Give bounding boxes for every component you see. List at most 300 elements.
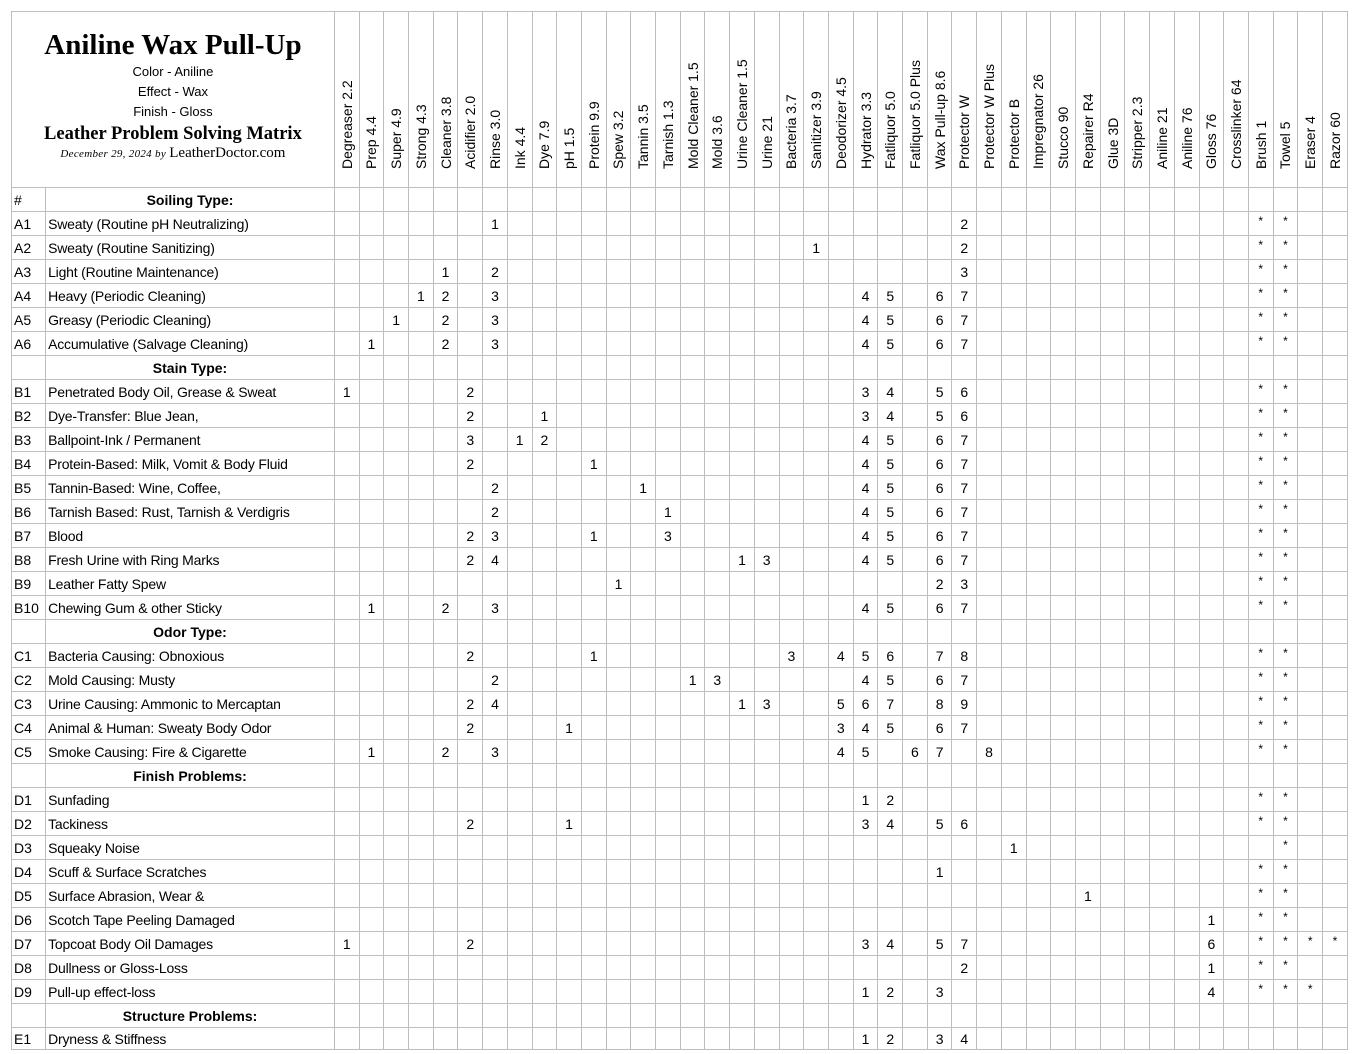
matrix-cell bbox=[656, 308, 681, 332]
matrix-cell bbox=[1298, 476, 1323, 500]
matrix-cell bbox=[1273, 620, 1298, 644]
matrix-cell bbox=[754, 932, 779, 956]
matrix-cell: 7 bbox=[952, 428, 977, 452]
matrix-cell: * bbox=[1273, 884, 1298, 908]
matrix-cell bbox=[1224, 380, 1249, 404]
matrix-cell bbox=[779, 956, 804, 980]
matrix-cell bbox=[334, 404, 359, 428]
matrix-cell bbox=[927, 236, 952, 260]
matrix-cell: * bbox=[1273, 428, 1298, 452]
matrix-cell: 7 bbox=[878, 692, 903, 716]
matrix-cell bbox=[656, 356, 681, 380]
problem-row bbox=[12, 572, 1348, 596]
matrix-cell bbox=[1125, 476, 1150, 500]
matrix-cell: * bbox=[1273, 860, 1298, 884]
matrix-cell: 3 bbox=[656, 524, 681, 548]
matrix-cell bbox=[507, 908, 532, 932]
matrix-cell bbox=[1100, 260, 1125, 284]
matrix-cell bbox=[1174, 332, 1199, 356]
matrix-cell bbox=[1026, 404, 1051, 428]
matrix-cell bbox=[384, 908, 409, 932]
matrix-cell bbox=[656, 788, 681, 812]
matrix-cell bbox=[409, 932, 434, 956]
matrix-cell: 6 bbox=[903, 740, 928, 764]
matrix-cell bbox=[927, 956, 952, 980]
matrix-cell bbox=[804, 356, 829, 380]
matrix-cell bbox=[433, 836, 458, 860]
matrix-cell bbox=[384, 980, 409, 1004]
matrix-cell bbox=[581, 500, 606, 524]
matrix-cell bbox=[1199, 788, 1224, 812]
matrix-cell bbox=[952, 356, 977, 380]
matrix-cell bbox=[409, 452, 434, 476]
matrix-cell bbox=[656, 572, 681, 596]
matrix-cell bbox=[977, 836, 1002, 860]
matrix-cell bbox=[1150, 428, 1175, 452]
matrix-cell bbox=[1100, 1004, 1125, 1028]
matrix-cell bbox=[1298, 596, 1323, 620]
problem-label: Scotch Tape Peeling Damaged bbox=[46, 908, 335, 932]
matrix-cell: 3 bbox=[483, 332, 508, 356]
matrix-cell bbox=[507, 476, 532, 500]
problem-id: D8 bbox=[12, 956, 46, 980]
matrix-cell bbox=[1001, 524, 1026, 548]
matrix-cell bbox=[606, 668, 631, 692]
matrix-cell bbox=[1174, 668, 1199, 692]
matrix-cell bbox=[1001, 428, 1026, 452]
matrix-cell bbox=[557, 860, 582, 884]
matrix-cell bbox=[334, 980, 359, 1004]
matrix-cell bbox=[1001, 308, 1026, 332]
matrix-cell bbox=[1125, 860, 1150, 884]
problem-id: D3 bbox=[12, 836, 46, 860]
matrix-cell: 1 bbox=[433, 260, 458, 284]
matrix-cell bbox=[1199, 620, 1224, 644]
matrix-cell: * bbox=[1248, 812, 1273, 836]
matrix-cell bbox=[903, 596, 928, 620]
matrix-cell bbox=[409, 188, 434, 212]
matrix-cell bbox=[1075, 284, 1100, 308]
matrix-cell bbox=[1199, 692, 1224, 716]
matrix-cell bbox=[680, 932, 705, 956]
matrix-cell: * bbox=[1273, 284, 1298, 308]
matrix-cell bbox=[1026, 860, 1051, 884]
matrix-cell bbox=[1248, 1004, 1273, 1028]
matrix-cell bbox=[804, 956, 829, 980]
matrix-cell bbox=[705, 260, 730, 284]
matrix-cell bbox=[1224, 404, 1249, 428]
date-line bbox=[12, 145, 334, 162]
matrix-cell bbox=[1051, 788, 1076, 812]
matrix-cell bbox=[1001, 980, 1026, 1004]
column-header bbox=[1323, 12, 1348, 188]
matrix-cell bbox=[606, 524, 631, 548]
matrix-cell bbox=[1075, 332, 1100, 356]
matrix-cell bbox=[730, 956, 755, 980]
matrix-cell bbox=[631, 1004, 656, 1028]
matrix-cell bbox=[359, 836, 384, 860]
matrix-cell bbox=[507, 764, 532, 788]
matrix-cell bbox=[1125, 284, 1150, 308]
matrix-cell: 3 bbox=[483, 740, 508, 764]
matrix-cell bbox=[1100, 908, 1125, 932]
matrix-cell bbox=[730, 500, 755, 524]
matrix-cell bbox=[532, 884, 557, 908]
matrix-cell bbox=[1125, 740, 1150, 764]
matrix-cell bbox=[1199, 740, 1224, 764]
matrix-cell bbox=[1150, 308, 1175, 332]
column-header-label: Stripper 2.3 bbox=[1129, 96, 1146, 169]
matrix-cell: 3 bbox=[853, 812, 878, 836]
matrix-cell: 6 bbox=[878, 644, 903, 668]
matrix-cell bbox=[433, 236, 458, 260]
matrix-cell: 6 bbox=[927, 428, 952, 452]
matrix-sheet bbox=[11, 11, 1348, 1050]
matrix-cell bbox=[705, 500, 730, 524]
matrix-cell bbox=[631, 572, 656, 596]
matrix-cell bbox=[532, 740, 557, 764]
problem-id: A5 bbox=[12, 308, 46, 332]
column-header-label: Protector B bbox=[1005, 98, 1022, 169]
matrix-cell bbox=[680, 956, 705, 980]
matrix-cell bbox=[680, 260, 705, 284]
matrix-cell: 5 bbox=[927, 932, 952, 956]
matrix-cell bbox=[828, 404, 853, 428]
matrix-cell bbox=[1125, 668, 1150, 692]
matrix-cell: * bbox=[1273, 908, 1298, 932]
matrix-cell bbox=[1224, 476, 1249, 500]
problem-id: A2 bbox=[12, 236, 46, 260]
problem-label: Smoke Causing: Fire & Cigarette bbox=[46, 740, 335, 764]
matrix-cell: 3 bbox=[483, 308, 508, 332]
problem-id: B7 bbox=[12, 524, 46, 548]
matrix-cell: * bbox=[1248, 428, 1273, 452]
matrix-cell bbox=[1051, 572, 1076, 596]
matrix-cell bbox=[779, 860, 804, 884]
problem-row bbox=[12, 284, 1348, 308]
matrix-cell bbox=[754, 476, 779, 500]
matrix-cell bbox=[1199, 644, 1224, 668]
matrix-cell bbox=[656, 908, 681, 932]
column-header-label: Urine Cleaner 1.5 bbox=[733, 59, 750, 169]
matrix-cell bbox=[754, 428, 779, 452]
matrix-cell bbox=[903, 788, 928, 812]
matrix-cell bbox=[1125, 332, 1150, 356]
matrix-cell bbox=[804, 404, 829, 428]
matrix-cell: 1 bbox=[853, 980, 878, 1004]
matrix-cell: * bbox=[1273, 980, 1298, 1004]
matrix-cell bbox=[581, 308, 606, 332]
matrix-cell bbox=[680, 500, 705, 524]
problem-id: B3 bbox=[12, 428, 46, 452]
matrix-cell bbox=[903, 236, 928, 260]
matrix-cell bbox=[359, 908, 384, 932]
matrix-cell bbox=[409, 236, 434, 260]
matrix-cell bbox=[1298, 764, 1323, 788]
matrix-cell bbox=[1100, 716, 1125, 740]
matrix-cell bbox=[927, 620, 952, 644]
matrix-cell bbox=[507, 380, 532, 404]
matrix-cell bbox=[1298, 452, 1323, 476]
matrix-cell bbox=[1224, 644, 1249, 668]
matrix-cell bbox=[384, 356, 409, 380]
matrix-cell bbox=[557, 596, 582, 620]
matrix-cell bbox=[507, 644, 532, 668]
matrix-cell bbox=[359, 956, 384, 980]
matrix-cell bbox=[1174, 620, 1199, 644]
matrix-cell bbox=[1026, 524, 1051, 548]
matrix-cell bbox=[433, 1004, 458, 1028]
matrix-cell bbox=[532, 980, 557, 1004]
date-text: December 29, 2024 by bbox=[60, 148, 167, 160]
matrix-cell bbox=[680, 452, 705, 476]
matrix-cell bbox=[458, 476, 483, 500]
matrix-cell bbox=[532, 932, 557, 956]
matrix-cell bbox=[334, 812, 359, 836]
matrix-cell bbox=[804, 284, 829, 308]
matrix-cell bbox=[952, 188, 977, 212]
matrix-cell: 2 bbox=[433, 332, 458, 356]
matrix-cell bbox=[334, 188, 359, 212]
matrix-cell bbox=[409, 908, 434, 932]
matrix-cell: 1 bbox=[927, 860, 952, 884]
matrix-cell bbox=[384, 1004, 409, 1028]
problem-id: D9 bbox=[12, 980, 46, 1004]
matrix-cell: 4 bbox=[1199, 980, 1224, 1004]
matrix-cell bbox=[952, 788, 977, 812]
problem-id: B2 bbox=[12, 404, 46, 428]
matrix-cell bbox=[1199, 1028, 1224, 1050]
matrix-cell bbox=[384, 764, 409, 788]
problem-row bbox=[12, 740, 1348, 764]
matrix-cell bbox=[1323, 284, 1348, 308]
matrix-cell bbox=[828, 908, 853, 932]
section-title: Finish Problems: bbox=[46, 764, 335, 788]
matrix-cell bbox=[1026, 356, 1051, 380]
matrix-cell bbox=[507, 188, 532, 212]
matrix-cell bbox=[1001, 644, 1026, 668]
matrix-cell bbox=[483, 188, 508, 212]
matrix-cell bbox=[359, 668, 384, 692]
matrix-cell bbox=[1125, 836, 1150, 860]
matrix-cell: 1 bbox=[853, 788, 878, 812]
matrix-cell bbox=[730, 524, 755, 548]
matrix-cell bbox=[754, 332, 779, 356]
column-header bbox=[433, 12, 458, 188]
matrix-cell bbox=[1075, 452, 1100, 476]
matrix-cell bbox=[606, 500, 631, 524]
matrix-cell bbox=[507, 212, 532, 236]
matrix-cell bbox=[878, 212, 903, 236]
matrix-cell bbox=[878, 740, 903, 764]
matrix-cell bbox=[359, 404, 384, 428]
matrix-cell bbox=[1001, 236, 1026, 260]
problem-row bbox=[12, 668, 1348, 692]
matrix-cell bbox=[828, 596, 853, 620]
matrix-cell bbox=[828, 1004, 853, 1028]
matrix-cell bbox=[1298, 284, 1323, 308]
matrix-cell bbox=[1051, 668, 1076, 692]
matrix-cell bbox=[1125, 980, 1150, 1004]
matrix-cell bbox=[903, 476, 928, 500]
matrix-cell: * bbox=[1248, 404, 1273, 428]
matrix-cell bbox=[507, 932, 532, 956]
matrix-cell bbox=[1001, 764, 1026, 788]
matrix-cell bbox=[705, 404, 730, 428]
matrix-cell bbox=[1075, 1028, 1100, 1050]
matrix-cell bbox=[1150, 980, 1175, 1004]
matrix-cell bbox=[507, 980, 532, 1004]
matrix-cell bbox=[334, 692, 359, 716]
matrix-cell: 5 bbox=[878, 524, 903, 548]
matrix-cell bbox=[656, 404, 681, 428]
matrix-cell bbox=[878, 908, 903, 932]
matrix-cell bbox=[1224, 260, 1249, 284]
matrix-cell bbox=[631, 716, 656, 740]
matrix-cell bbox=[1199, 764, 1224, 788]
matrix-cell bbox=[334, 644, 359, 668]
matrix-cell bbox=[680, 404, 705, 428]
matrix-cell bbox=[359, 260, 384, 284]
matrix-cell bbox=[409, 404, 434, 428]
matrix-cell bbox=[384, 692, 409, 716]
matrix-cell bbox=[359, 380, 384, 404]
matrix-cell bbox=[828, 884, 853, 908]
matrix-cell bbox=[581, 476, 606, 500]
matrix-cell bbox=[1051, 332, 1076, 356]
matrix-cell bbox=[779, 452, 804, 476]
matrix-cell bbox=[1298, 740, 1323, 764]
matrix-cell bbox=[779, 548, 804, 572]
matrix-cell bbox=[631, 956, 656, 980]
matrix-cell bbox=[779, 524, 804, 548]
problem-id: B1 bbox=[12, 380, 46, 404]
matrix-cell bbox=[483, 428, 508, 452]
matrix-cell bbox=[1323, 332, 1348, 356]
matrix-cell: * bbox=[1273, 548, 1298, 572]
matrix-cell bbox=[828, 188, 853, 212]
matrix-cell bbox=[705, 956, 730, 980]
matrix-cell bbox=[656, 980, 681, 1004]
matrix-cell bbox=[606, 884, 631, 908]
matrix-cell bbox=[977, 212, 1002, 236]
matrix-cell bbox=[1125, 932, 1150, 956]
matrix-cell: 3 bbox=[927, 1028, 952, 1050]
matrix-cell bbox=[1100, 788, 1125, 812]
matrix-cell: 5 bbox=[927, 380, 952, 404]
matrix-cell bbox=[903, 332, 928, 356]
matrix-cell bbox=[384, 236, 409, 260]
matrix-cell bbox=[409, 836, 434, 860]
problem-label: Bacteria Causing: Obnoxious bbox=[46, 644, 335, 668]
matrix-cell bbox=[631, 332, 656, 356]
matrix-cell bbox=[1075, 308, 1100, 332]
column-header-label: Protector W bbox=[956, 95, 973, 169]
matrix-cell: 5 bbox=[878, 284, 903, 308]
matrix-cell: 2 bbox=[433, 284, 458, 308]
matrix-cell: 3 bbox=[754, 548, 779, 572]
matrix-cell bbox=[631, 692, 656, 716]
matrix-cell bbox=[1323, 884, 1348, 908]
matrix-cell bbox=[779, 836, 804, 860]
matrix-cell bbox=[754, 1028, 779, 1050]
matrix-cell bbox=[878, 260, 903, 284]
matrix-cell bbox=[705, 836, 730, 860]
matrix-cell bbox=[1323, 956, 1348, 980]
matrix-cell bbox=[557, 1028, 582, 1050]
matrix-cell bbox=[1298, 860, 1323, 884]
matrix-cell bbox=[507, 668, 532, 692]
matrix-cell bbox=[483, 236, 508, 260]
section-title: Structure Problems: bbox=[46, 1004, 335, 1028]
matrix-cell bbox=[384, 188, 409, 212]
matrix-cell bbox=[952, 836, 977, 860]
matrix-cell bbox=[1323, 476, 1348, 500]
matrix-cell bbox=[680, 1004, 705, 1028]
matrix-cell bbox=[730, 596, 755, 620]
matrix-cell bbox=[631, 812, 656, 836]
matrix-cell: 5 bbox=[878, 716, 903, 740]
matrix-cell bbox=[458, 260, 483, 284]
matrix-cell bbox=[334, 1004, 359, 1028]
matrix-cell bbox=[779, 212, 804, 236]
matrix-cell: 6 bbox=[927, 308, 952, 332]
matrix-cell bbox=[828, 980, 853, 1004]
matrix-cell: * bbox=[1248, 548, 1273, 572]
matrix-cell: 3 bbox=[754, 692, 779, 716]
matrix-cell bbox=[1298, 236, 1323, 260]
matrix-cell bbox=[532, 860, 557, 884]
matrix-cell bbox=[359, 212, 384, 236]
matrix-cell bbox=[754, 404, 779, 428]
matrix-cell bbox=[1026, 668, 1051, 692]
matrix-cell bbox=[1150, 668, 1175, 692]
matrix-cell bbox=[927, 356, 952, 380]
matrix-cell bbox=[1100, 812, 1125, 836]
matrix-cell bbox=[1224, 212, 1249, 236]
matrix-cell bbox=[1001, 908, 1026, 932]
matrix-cell bbox=[606, 692, 631, 716]
matrix-cell bbox=[532, 548, 557, 572]
column-header-label: Strong 4.3 bbox=[412, 104, 429, 169]
matrix-cell: 6 bbox=[927, 524, 952, 548]
matrix-cell bbox=[1051, 932, 1076, 956]
matrix-cell: 4 bbox=[828, 644, 853, 668]
problem-row bbox=[12, 788, 1348, 812]
matrix-cell: * bbox=[1273, 956, 1298, 980]
matrix-cell bbox=[1051, 1004, 1076, 1028]
matrix-cell bbox=[903, 1028, 928, 1050]
matrix-cell bbox=[1051, 644, 1076, 668]
problem-row bbox=[12, 236, 1348, 260]
matrix-cell bbox=[656, 188, 681, 212]
matrix-cell bbox=[532, 572, 557, 596]
matrix-cell bbox=[606, 716, 631, 740]
column-header-label: Crosslinker 64 bbox=[1228, 79, 1245, 169]
matrix-cell: * bbox=[1273, 380, 1298, 404]
matrix-cell bbox=[507, 500, 532, 524]
matrix-cell bbox=[409, 1004, 434, 1028]
matrix-cell bbox=[557, 308, 582, 332]
problem-row bbox=[12, 884, 1348, 908]
matrix-cell bbox=[804, 884, 829, 908]
problem-label: Dullness or Gloss-Loss bbox=[46, 956, 335, 980]
matrix-cell bbox=[1174, 812, 1199, 836]
matrix-cell bbox=[680, 308, 705, 332]
column-header bbox=[656, 12, 681, 188]
matrix-cell: 6 bbox=[927, 452, 952, 476]
matrix-cell bbox=[1001, 332, 1026, 356]
